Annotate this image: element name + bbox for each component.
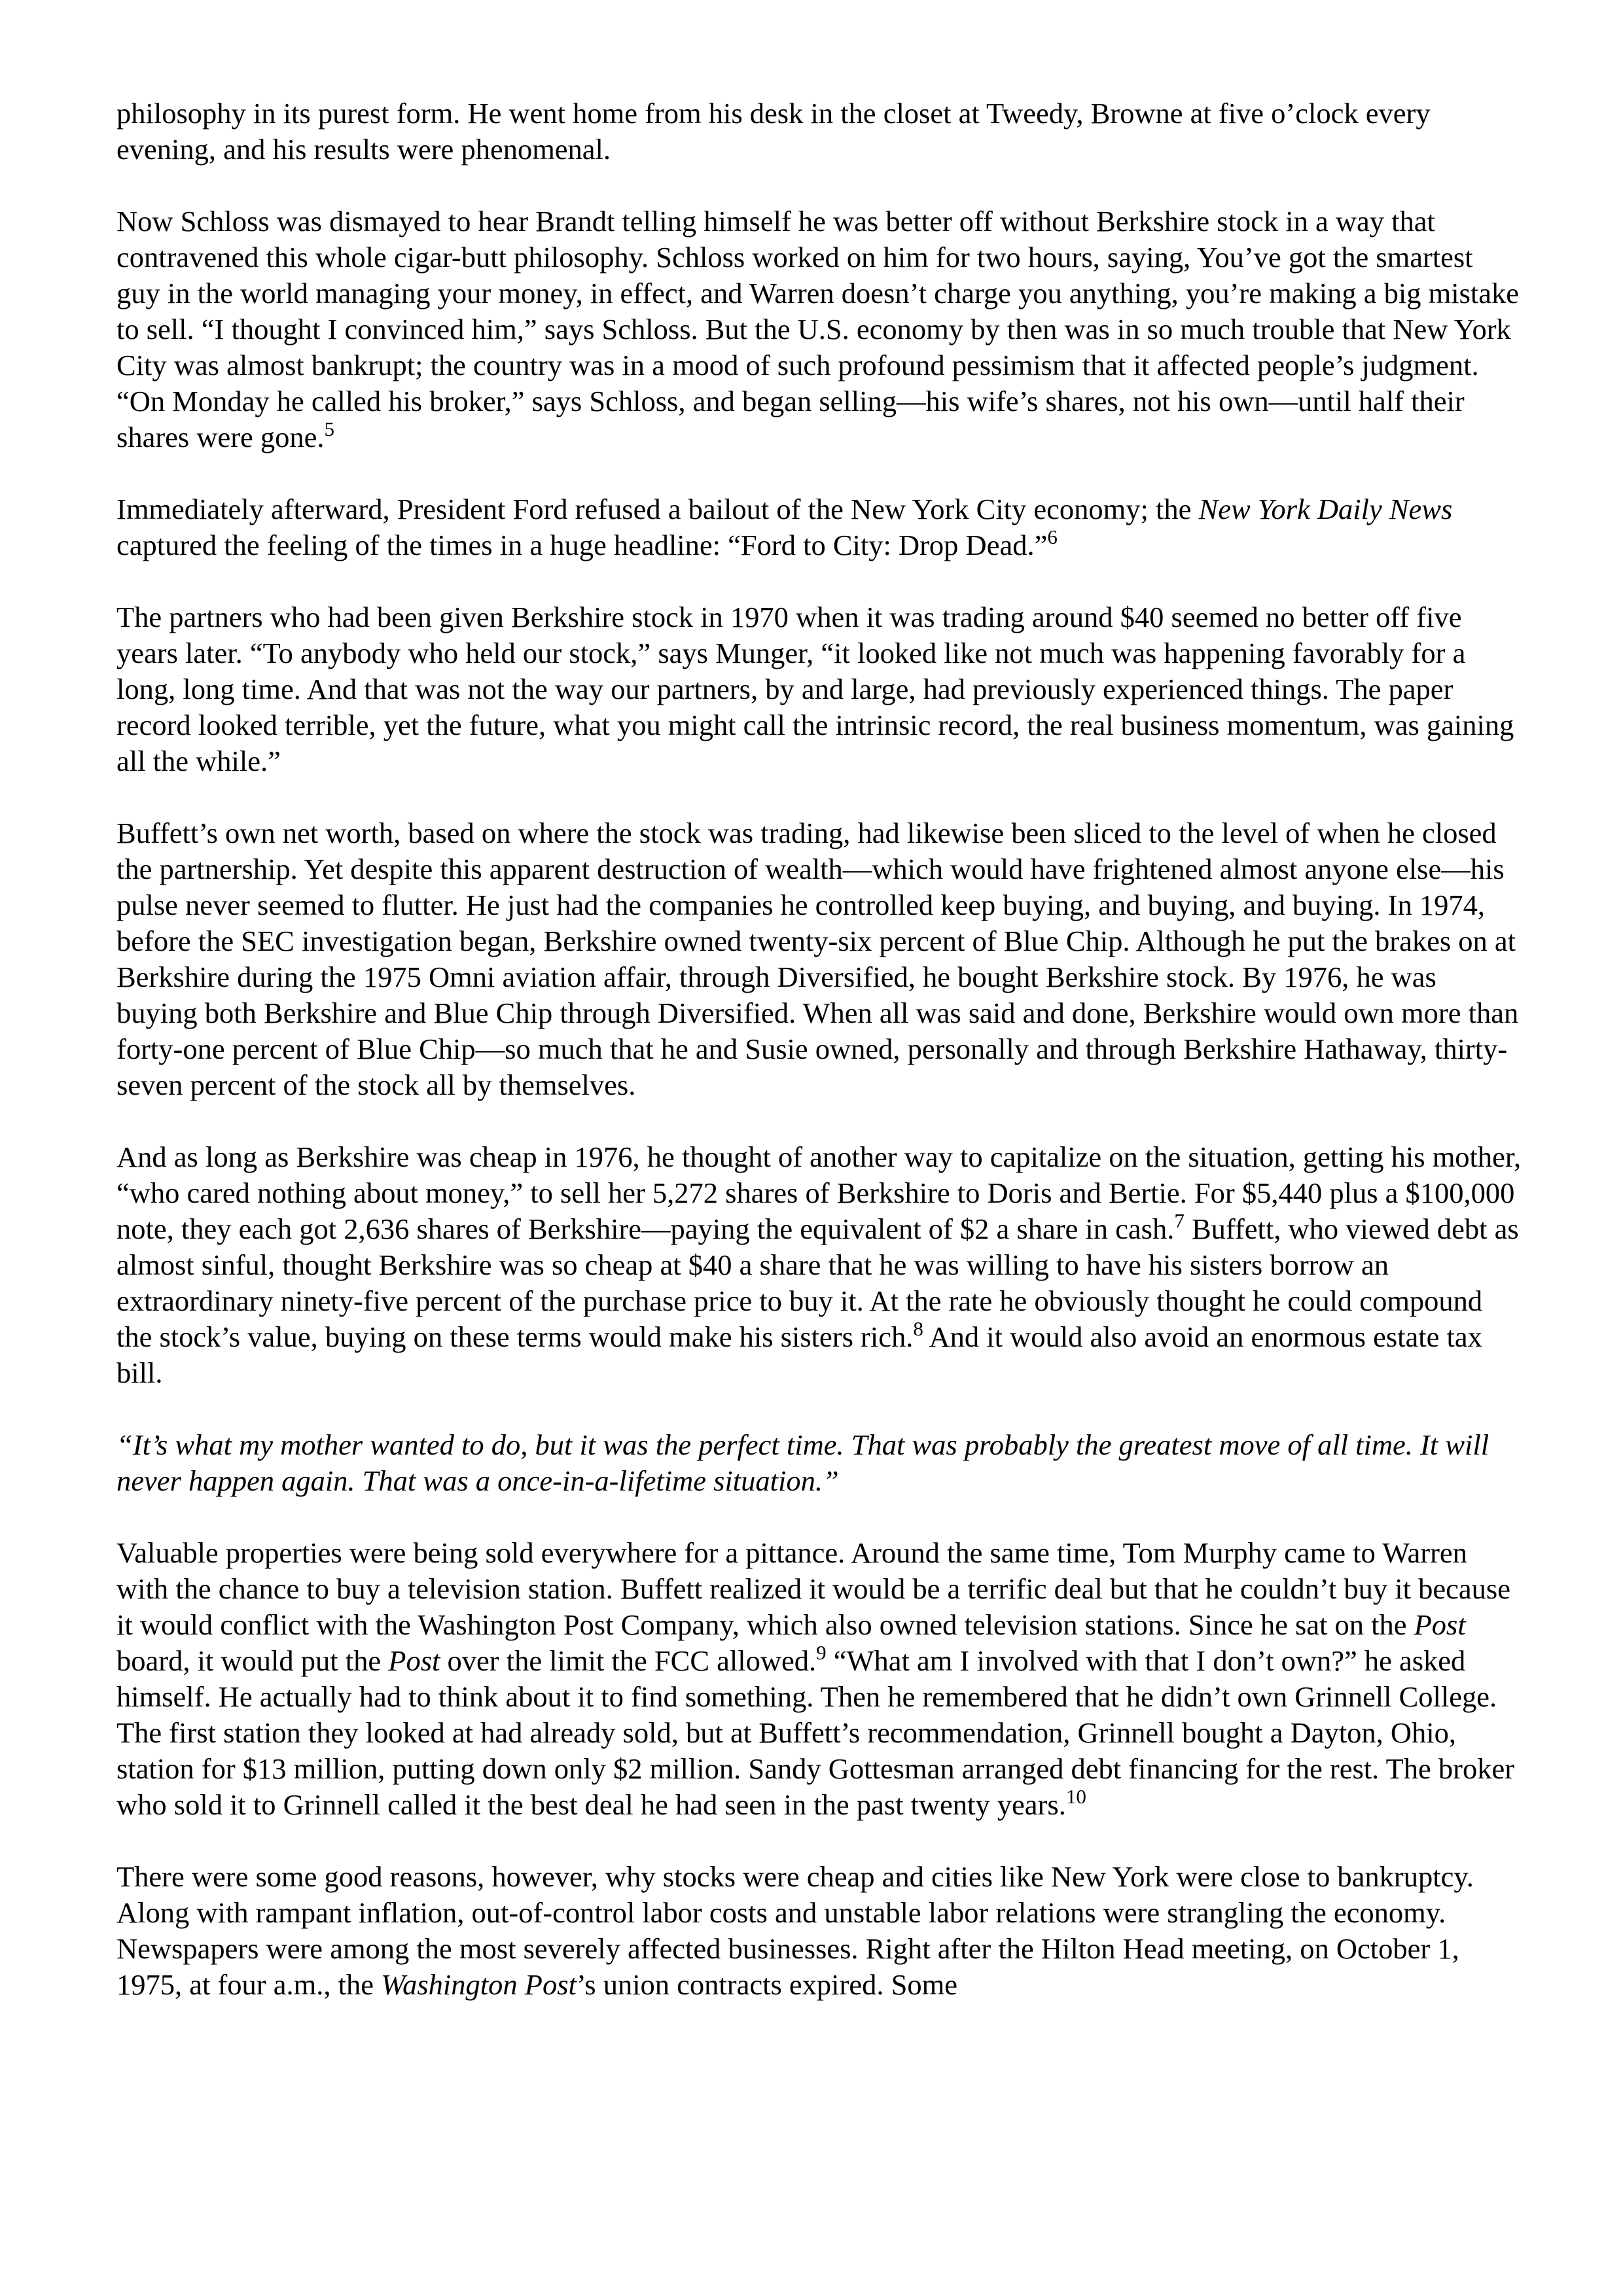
paragraph-6 [116,1139,1524,1391]
text-segment: Immediately afterward, President Ford refused a bailout of the New York City economy; the [116,493,1199,525]
text-segment: “What am I involved with that I don’t own?” he asked himself. He actually had to think about it to find something. Then he remembered that he didn’t own Grinnell College. The first station they looked at had already sold, but at Buffett’s recommendation, Grinnell bought a Dayton, Ohio, station for $13 million, putting down only $2 million. Sandy Gottesman arranged debt financing for the rest. The broker who sold it to Grinnell called it the best deal he had seen in the past twenty years. [116,1644,1515,1821]
text-segment: Buffett’s own net worth, based on where the stock was trading, had likewise been sliced to the level of when he closed the partnership. Yet despite this apparent destruction of wealth—which would have frightened almost anyone else—his pulse never seemed to flutter. He just had the companies he controlled keep buying, and buying, and buying. In 1974, before the SEC investigation began, Berkshire owned twenty-six percent of Blue Chip. Although he put the brakes on at Berkshire during the 1975 Omni aviation affair, through Diversified, he bought Berkshire stock. By 1976, he was buying both Berkshire and Blue Chip through Diversified. When all was said and done, Berkshire would own more than forty-one percent of Blue Chip—so much that he and Susie owned, personally and through Berkshire Hathaway, thirty-seven percent of the stock all by themselves. [116,817,1519,1101]
footnote-marker: 6 [1047,525,1058,548]
paragraph-3 [116,491,1524,563]
text-segment: The partners who had been given Berkshire stock in 1970 when it was trading around $40 seemed no better off five years later. “To anybody who held our stock,” says Munger, “it looked like not much was happening favorably for a long, long time. And that was not the way our partners, by and large, had previously experienced things. The paper record looked terrible, yet the future, what you might call the intrinsic record, the real business momentum, was gaining all the while.” [116,601,1514,777]
text-segment: Now Schloss was dismayed to hear Brandt telling himself he was better off without Berkshire stock in a way that contravened this whole cigar-butt philosophy. Schloss worked on him for two hours, saying, You’ve got the smartest guy in the world managing your money, in effect, and Warren doesn’t charge you anything, you’re making a big mistake to sell. “I thought I convinced him,” says Schloss. But the U.S. economy by then was in so much trouble that New York City was almost bankrupt; the country was in a mood of such profound pessimism that it affected people’s judgment. “On Monday he called his broker,” says Schloss, and began selling—his wife’s shares, not his own—until half their shares were gone. [116,205,1519,453]
document-page [116,96,1524,2003]
italic-title: New York Daily News [1198,493,1453,525]
text-segment: captured the feeling of the times in a huge headline: “Ford to City: Drop Dead.” [116,529,1048,561]
italic-title: Washington Post [381,1968,577,2001]
paragraph-2 [116,203,1524,455]
text-segment: There were some good reasons, however, why stocks were cheap and cities like New York were close to bankruptcy. Along with rampant inflation, out-of-control labor costs and unstable labor relations were strangling the economy. Newspapers were among the most severely affected businesses. Right after the Hilton Head meeting, on October 1, 1975, at four a.m., the [116,1860,1474,2001]
paragraph-5 [116,815,1524,1103]
paragraph-9 [116,1859,1524,2003]
text-segment: over the limit the FCC allowed. [440,1644,817,1677]
text-segment: And as long as Berkshire was cheap in 1976, he thought of another way to capitalize on the situation, getting his mother, “who cared nothing about money,” to sell her 5,272 shares of Berkshire to Doris and Bertie. For $5,440 plus a $100,000 note, they each got 2,636 shares of Berkshire—paying the equivalent of $2 a share in cash. [116,1140,1522,1245]
footnote-marker: 8 [913,1317,923,1340]
footnote-marker: 9 [816,1641,827,1664]
paragraph-4 [116,599,1524,779]
text-segment: ’s union contracts expired. Some [576,1968,957,2001]
text-segment: And it would also avoid an enormous estate tax bill. [116,1320,1482,1389]
italic-title: Post [1414,1608,1466,1641]
paragraph-8 [116,1535,1524,1823]
footnote-marker: 5 [324,417,335,440]
text-segment: Buffett, who viewed debt as almost sinful, thought Berkshire was so cheap at $40 a share that he was willing to have his sisters borrow an extraordinary ninety-five percent of the purchase price to buy it. At the rate he obviously thought he could compound the stock’s value, buying on these terms would make his sisters rich. [116,1212,1519,1353]
footnote-marker: 10 [1065,1785,1086,1808]
paragraph-7-quote [116,1427,1524,1499]
paragraph-1 [116,96,1524,168]
text-segment: philosophy in its purest form. He went home from his desk in the closet at Tweedy, Browne at five o’clock every evening, and his results were phenomenal. [116,97,1431,166]
text-segment: Valuable properties were being sold everywhere for a pittance. Around the same time, Tom Murphy came to Warren with the chance to buy a television station. Buffett realized it would be a terrific deal but that he couldn’t buy it because it would conflict with the Washington Post Company, which also owned television stations. Since he sat on the [116,1536,1510,1641]
footnote-marker: 7 [1174,1209,1185,1232]
italic-title: Post [388,1644,440,1677]
text-segment: board, it would put the [116,1644,389,1677]
italic-quote: “It’s what my mother wanted to do, but it was the perfect time. That was probably the greatest move of all time. It will never happen again. That was a once-in-a-lifetime situation.” [116,1428,1489,1497]
